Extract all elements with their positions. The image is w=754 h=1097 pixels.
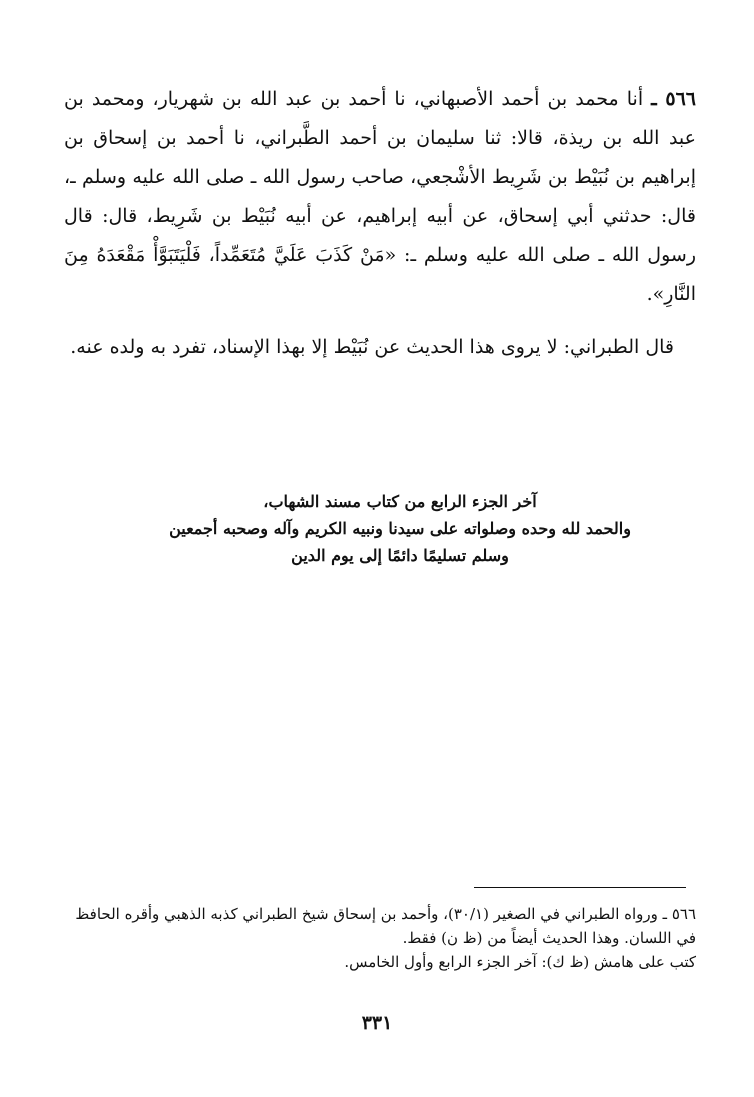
footnotes: [60, 902, 696, 974]
main-text-block: [64, 80, 696, 367]
commentary-paragraph: قال الطبراني: لا يروى هذا الحديث عن نُبَيْط إلا بهذا الإسناد، تفرد به ولده عنه.: [70, 336, 674, 358]
footnote-1: ٥٦٦ ـ ورواه الطبراني في الصغير (٣٠/١)، وأحمد بن إسحاق شيخ الطبراني كذبه الذهبي وأقره الحافظ في اللسان. وهذا الحديث أيضاً من (ظ ن) فقط.: [75, 905, 696, 947]
colophon-line-3: وسلم تسليمًا دائمًا إلى يوم الدين: [291, 546, 509, 565]
colophon-line-2: والحمد لله وحده وصلواته على سيدنا ونبيه الكريم وآله وصحبه أجمعين: [169, 519, 631, 538]
colophon-line-1: آخر الجزء الرابع من كتاب مسند الشهاب،: [263, 492, 537, 511]
hadith-number: ٥٦٦ ـ: [651, 88, 696, 110]
colophon: [80, 488, 720, 569]
footnote-separator: [474, 887, 686, 888]
hadith-body: أنا محمد بن أحمد الأصبهاني، نا أحمد بن عبد الله بن شهريار، ومحمد بن عبد الله بن ريذة، قالا: ثنا سليمان بن أحمد الطَّبراني، نا أحمد بن إسحاق بن إبراهيم بن نُبَيْط بن شَرِيط الأشْجعي، صاحب رسول الله ـ صلى الله عليه وسلم ـ، قال: حدثني أبي إسحاق، عن أبيه إبراهيم، عن أبيه نُبَيْط بن شَرِيط، قال: قال رسول الله ـ صلى الله عليه وسلم ـ: «مَنْ كَذَبَ عَلَيَّ مُتَعَمِّداً، فَلْيَتَبَوَّأْ مَقْعَدَهُ مِنَ النَّارِ».: [64, 88, 696, 305]
hadith-paragraph: [64, 80, 696, 314]
page-number: ٣٣١: [361, 1012, 393, 1034]
footnote-2: كتب على هامش (ظ ك): آخر الجزء الرابع وأول الخامس.: [344, 953, 696, 971]
